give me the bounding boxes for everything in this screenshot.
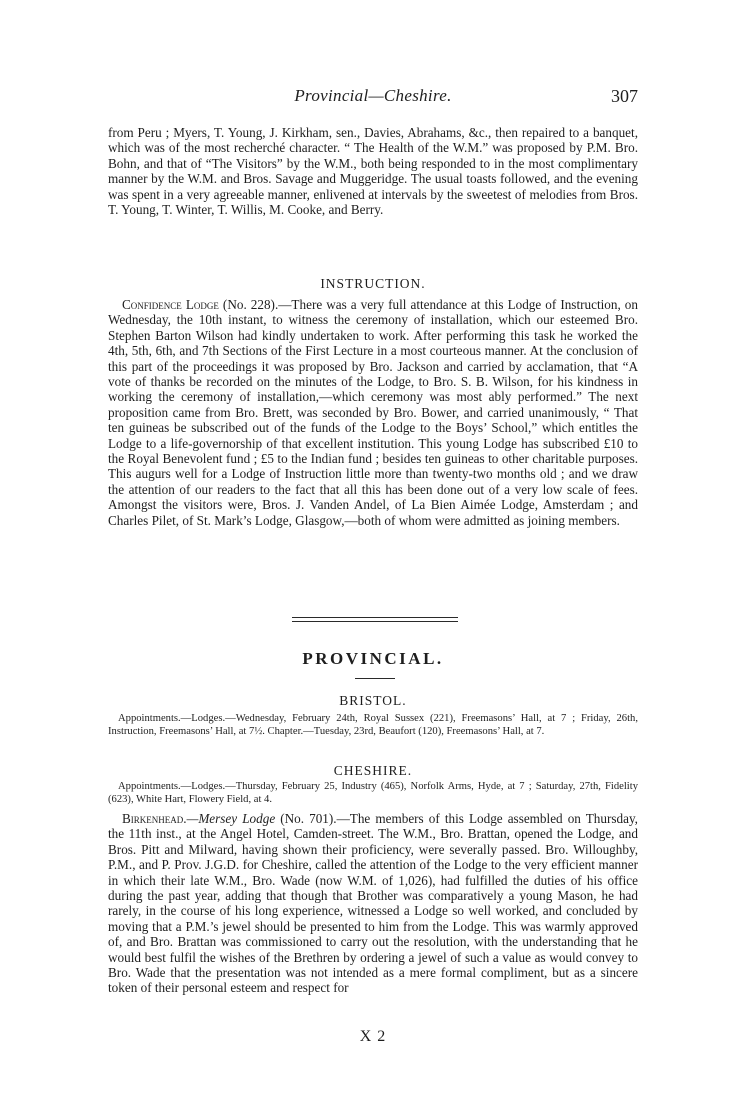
intro-text: from Peru ; Myers, T. Young, J. Kirkham, sen., Davies, Abrahams, &c., then repaired to a banquet, which was of the most recherché character. “ The Health of the W.M.” was proposed by P.M. Bro. Bohn, and that of “The Visitors” by the W.M., both being responded to in the most complimentary manner by the W.M. and Bros. Savage and Muggeridge. The usual toasts followed, and the evening was spent in a very agreeable manner, enlivened at intervals by the sweetest of melodies from Bros. T. Young, T. Winter, T. Willis, M. Cooke, and Berry.	[108, 125, 638, 218]
running-title: Provincial—Cheshire.	[294, 86, 452, 105]
birkenhead-lead: Birkenhead.	[122, 811, 187, 826]
birkenhead-body	[108, 811, 638, 996]
intro-paragraph	[108, 125, 638, 217]
provincial-underline	[355, 678, 395, 679]
birkenhead-lodge: —Mersey Lodge	[186, 811, 276, 826]
signature-mark: X 2	[359, 1028, 387, 1045]
birkenhead-paragraph	[108, 811, 638, 996]
instruction-paragraph	[108, 297, 638, 528]
section-rule-top	[292, 617, 458, 618]
cheshire-appointments	[108, 781, 638, 806]
bristol-heading: BRISTOL.	[339, 693, 407, 708]
instruction-lead: Confidence Lodge	[122, 297, 219, 312]
provincial-heading: PROVINCIAL.	[302, 649, 444, 668]
instruction-heading: INSTRUCTION.	[320, 276, 426, 291]
instruction-body	[108, 297, 638, 528]
page-number: 307	[611, 86, 638, 106]
birkenhead-text: (No. 701).—The members of this Lodge assembled on Thursday, the 11th inst., at the Angel Hotel, Camden-street. The W.M., Bro. Brattan, opened the Lodge, and Bros. Pitt and Milward, having shown their proficiency, were severally passed. Bro. Willoughby, P.M., and P. Prov. J.G.D. for Cheshire, called the attention of the Lodge to the very efficient manner in which their late W.M., Bro. Wade (now W.M. of 1,026), had fulfilled the duties of his office during the past year, adding that though that Brother was comparatively a young Mason, he had rarely, in the course of his long experience, witnessed a Lodge so well worked, and concluded by moving that a P.M.’s jewel should be presented to him from the Lodge. This was warmly approved of, and Bro. Brattan was commissioned to carry out the resolution, with the understanding that he would best fulfil the wishes of the Brethren by ordering a jewel of such a value as would convey to Bro. Wade that the presentation was not intended as a mere formal compliment, but as a sincere token of their personal esteem and respect for	[108, 811, 638, 996]
cheshire-appointments-text: Appointments.—Lodges.—Thursday, February 25, Industry (465), Norfolk Arms, Hyde, at 7 ; Saturday, 27th, Fidelity (623), White Hart, Flowery Field, at 4.	[108, 781, 638, 805]
instruction-text: (No. 228).—There was a very full attendance at this Lodge of Instruction, on Wednesday, the 10th instant, to witness the ceremony of installation, which our esteemed Bro. Stephen Barton Wilson had kindly undertaken to work. After performing this task he worked the 4th, 5th, 6th, and 7th Sections of the First Lecture in a most courteous manner. At the conclusion of this part of the proceedings it was proposed by Bro. Jackson and carried by acclamation, that “A vote of thanks be recorded on the minutes of the Lodge, to Bro. S. B. Wilson, for his kindness in working the ceremony of installation,—which ceremony was most ably performed.” The next proposition came from Bro. Brett, was seconded by Bro. Bower, and carried unanimously, “ That ten guineas be subscribed out of the funds of the Lodge to the Boys’ School,” which entitles the Lodge to a life-governorship of that excellent institution. This young Lodge has subscribed £10 to the Royal Benevolent fund ; £5 to the Indian fund ; besides ten guineas to other charitable purposes. This augurs well for a Lodge of Instruction little more than twenty-two months old ; and we draw the attention of our readers to the fact that all this has been done out of a very low scale of fees. Amongst the visitors were, Bros. J. Vanden Andel, of La Bien Aimée Lodge, Amsterdam ; and Charles Pilet, of St. Mark’s Lodge, Glasgow,—both of whom were admitted as joining members.	[108, 297, 638, 528]
section-rule-bottom	[292, 621, 458, 622]
running-header	[108, 86, 638, 108]
bristol-appointments-text: Appointments.—Lodges.—Wednesday, February 24th, Royal Sussex (221), Freemasons’ Hall, at 7 ; Friday, 26th, Instruction, Freemasons’ Hall, at 7½. Chapter.—Tuesday, 23rd, Beaufort (120), Freemasons’ Hall, at 7.	[108, 713, 638, 737]
bristol-appointments	[108, 713, 638, 738]
cheshire-heading: CHESHIRE.	[333, 763, 413, 778]
